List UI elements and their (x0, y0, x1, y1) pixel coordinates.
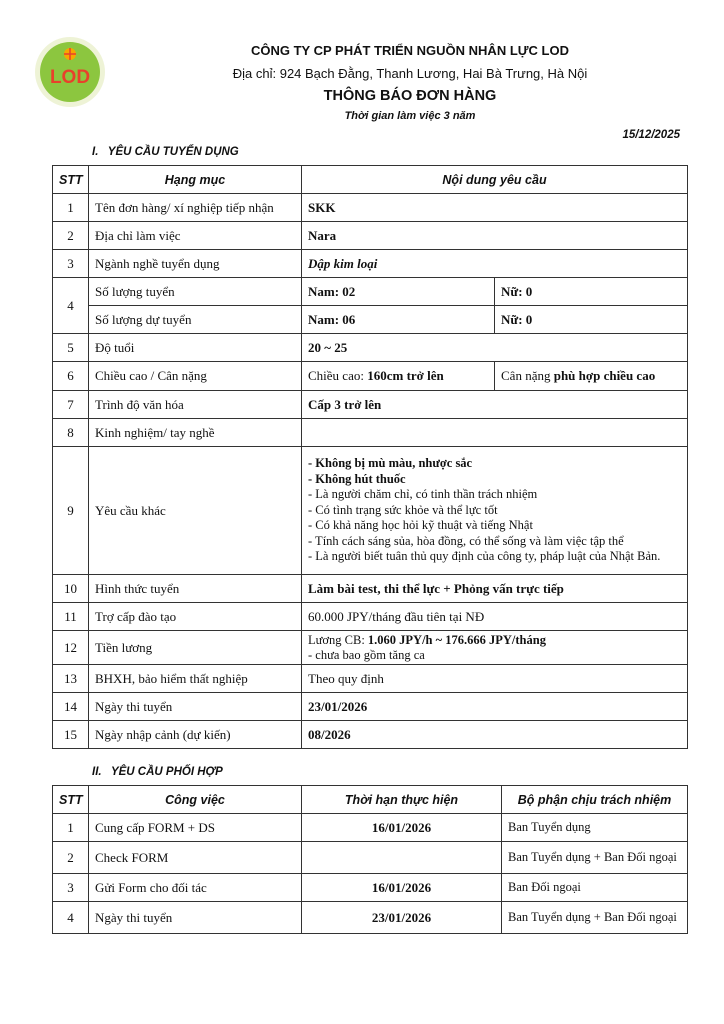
requirement-line: - Là người chăm chỉ, có tinh thần trách nhiệm (308, 487, 538, 502)
row-number: 5 (53, 334, 89, 362)
table-row (53, 575, 688, 603)
document-title: THÔNG BÁO ĐƠN HÀNG (323, 88, 497, 104)
task-cell: Cung cấp FORM + DS (89, 814, 302, 842)
row-content: Cấp 3 trở lên (302, 391, 688, 419)
weight-cell (495, 362, 688, 391)
row-item: Yêu cầu khác (89, 447, 302, 575)
male-count: Nam: 06 (302, 306, 495, 334)
row-content: Theo quy định (302, 665, 688, 693)
row-item: Tên đơn hàng/ xí nghiệp tiếp nhận (89, 194, 302, 222)
company-logo (34, 36, 106, 108)
salary-note: - chưa bao gồm tăng ca (308, 647, 425, 662)
row-number: 9 (53, 447, 89, 575)
header-item: Hạng mục (89, 166, 302, 194)
row-number: 4 (53, 278, 89, 334)
row-item: Độ tuổi (89, 334, 302, 362)
department-cell: Ban Tuyển dụng + Ban Đối ngoại (502, 842, 688, 874)
table-row (53, 603, 688, 631)
header-stt: STT (53, 166, 89, 194)
company-name: CÔNG TY CP PHÁT TRIỂN NGUỒN NHÂN LỰC LOD (251, 43, 569, 58)
row-number: 15 (53, 721, 89, 749)
table-row (53, 665, 688, 693)
row-number: 1 (53, 814, 89, 842)
deadline-cell: 16/01/2026 (302, 814, 502, 842)
department-cell: Ban Đối ngoại (502, 874, 688, 902)
row-number: 2 (53, 842, 89, 874)
header-deadline: Thời hạn thực hiện (302, 786, 502, 814)
department-cell: Ban Tuyển dụng (502, 814, 688, 842)
row-item: Tiền lương (89, 631, 302, 665)
row-item: Kinh nghiệm/ tay nghề (89, 419, 302, 447)
row-number: 7 (53, 391, 89, 419)
salary-cell (302, 631, 688, 665)
row-content: 23/01/2026 (302, 693, 688, 721)
salary-value: 1.060 JPY/h ~ 176.666 JPY/tháng (367, 632, 546, 647)
row-item: Ngày nhập cảnh (dự kiến) (89, 721, 302, 749)
row-item: Trình độ văn hóa (89, 391, 302, 419)
task-cell: Ngày thi tuyển (89, 902, 302, 934)
row-content: Làm bài test, thi thể lực + Phỏng vấn trực tiếp (302, 575, 688, 603)
row-number: 12 (53, 631, 89, 665)
row-number: 3 (53, 874, 89, 902)
row-number: 10 (53, 575, 89, 603)
table-row (53, 631, 688, 665)
row-item: BHXH, bảo hiểm thất nghiệp (89, 665, 302, 693)
svg-text:LOD: LOD (49, 67, 91, 88)
row-number: 4 (53, 902, 89, 934)
row-number: 14 (53, 693, 89, 721)
row-content: Nara (302, 222, 688, 250)
row-item: Hình thức tuyển (89, 575, 302, 603)
male-count: Nam: 02 (302, 278, 495, 306)
row-number: 13 (53, 665, 89, 693)
female-count: Nữ: 0 (495, 278, 688, 306)
row-number: 3 (53, 250, 89, 278)
document-date: 15/12/2025 (622, 129, 680, 141)
row-number: 8 (53, 419, 89, 447)
requirement-line: - Có khả năng học hỏi kỹ thuật và tiếng Nhật (308, 518, 533, 533)
header-content: Nội dung yêu cầu (302, 166, 688, 194)
deadline-cell (302, 842, 502, 874)
row-content (302, 419, 688, 447)
weight-label: Cân nặng (501, 368, 554, 383)
deadline-cell: 23/01/2026 (302, 902, 502, 934)
row-number: 6 (53, 362, 89, 391)
row-item: Chiều cao / Cân nặng (89, 362, 302, 391)
header-department: Bộ phận chịu trách nhiệm (502, 786, 688, 814)
task-cell: Check FORM (89, 842, 302, 874)
row-number: 2 (53, 222, 89, 250)
weight-value: phù hợp chiều cao (553, 368, 656, 383)
requirement-line: - Tính cách sáng sủa, hòa đồng, có thể sống và làm việc tập thể (308, 533, 624, 548)
table-header-row (53, 786, 688, 814)
table-row (53, 721, 688, 749)
row-item: Ngày thi tuyển (89, 693, 302, 721)
table-row (53, 447, 688, 575)
section-coordination-heading: II. YÊU CẦU PHỐI HỢP (92, 766, 223, 778)
table-row (53, 250, 688, 278)
table-row (53, 362, 688, 391)
table-row (53, 306, 688, 334)
row-content: 20 ~ 25 (302, 334, 688, 362)
height-cell (302, 362, 495, 391)
salary-line (308, 633, 681, 648)
requirement-line: - Không hút thuốc (308, 471, 406, 486)
row-content: SKK (302, 194, 688, 222)
table-row (53, 419, 688, 447)
table-row (53, 902, 688, 934)
other-requirements-list (302, 447, 688, 575)
table-row (53, 222, 688, 250)
salary-label: Lương CB: (308, 632, 368, 647)
task-cell: Gửi Form cho đối tác (89, 874, 302, 902)
table-header-row (53, 166, 688, 194)
table-row (53, 814, 688, 842)
row-item: Số lượng dự tuyển (89, 306, 302, 334)
company-address: Địa chỉ: 924 Bạch Đằng, Thanh Lương, Hai Bà Trưng, Hà Nội (232, 66, 588, 81)
table-row (53, 693, 688, 721)
header-task: Công việc (89, 786, 302, 814)
female-count: Nữ: 0 (495, 306, 688, 334)
table-row (53, 278, 688, 306)
table-row (53, 842, 688, 874)
row-number: 11 (53, 603, 89, 631)
requirement-line: - Là người biết tuân thủ quy định của công ty, pháp luật của Nhật Bản. (308, 549, 661, 564)
deadline-cell: 16/01/2026 (302, 874, 502, 902)
table-row (53, 334, 688, 362)
requirement-line: - Không bị mù màu, nhược sắc (308, 456, 473, 471)
table-row (53, 194, 688, 222)
row-item: Trợ cấp đào tạo (89, 603, 302, 631)
section-recruitment-heading: I. YÊU CẦU TUYỂN DỤNG (92, 146, 239, 158)
row-content: 08/2026 (302, 721, 688, 749)
row-item: Số lượng tuyển (89, 278, 302, 306)
row-content: Dập kim loại (302, 250, 688, 278)
row-item: Địa chỉ làm việc (89, 222, 302, 250)
height-label: Chiều cao: (308, 368, 368, 383)
height-value: 160cm trở lên (367, 368, 444, 383)
department-cell: Ban Tuyển dụng + Ban Đối ngoại (502, 902, 688, 934)
table-row (53, 874, 688, 902)
requirement-line: - Có tình trạng sức khỏe và thể lực tốt (308, 502, 498, 517)
work-duration: Thời gian làm việc 3 năm (344, 110, 476, 122)
recruitment-requirements-table (52, 165, 688, 749)
coordination-table (52, 785, 688, 934)
header-stt: STT (53, 786, 89, 814)
table-row (53, 391, 688, 419)
row-number: 1 (53, 194, 89, 222)
row-item: Ngành nghề tuyển dụng (89, 250, 302, 278)
row-content: 60.000 JPY/tháng đầu tiên tại NĐ (302, 603, 688, 631)
